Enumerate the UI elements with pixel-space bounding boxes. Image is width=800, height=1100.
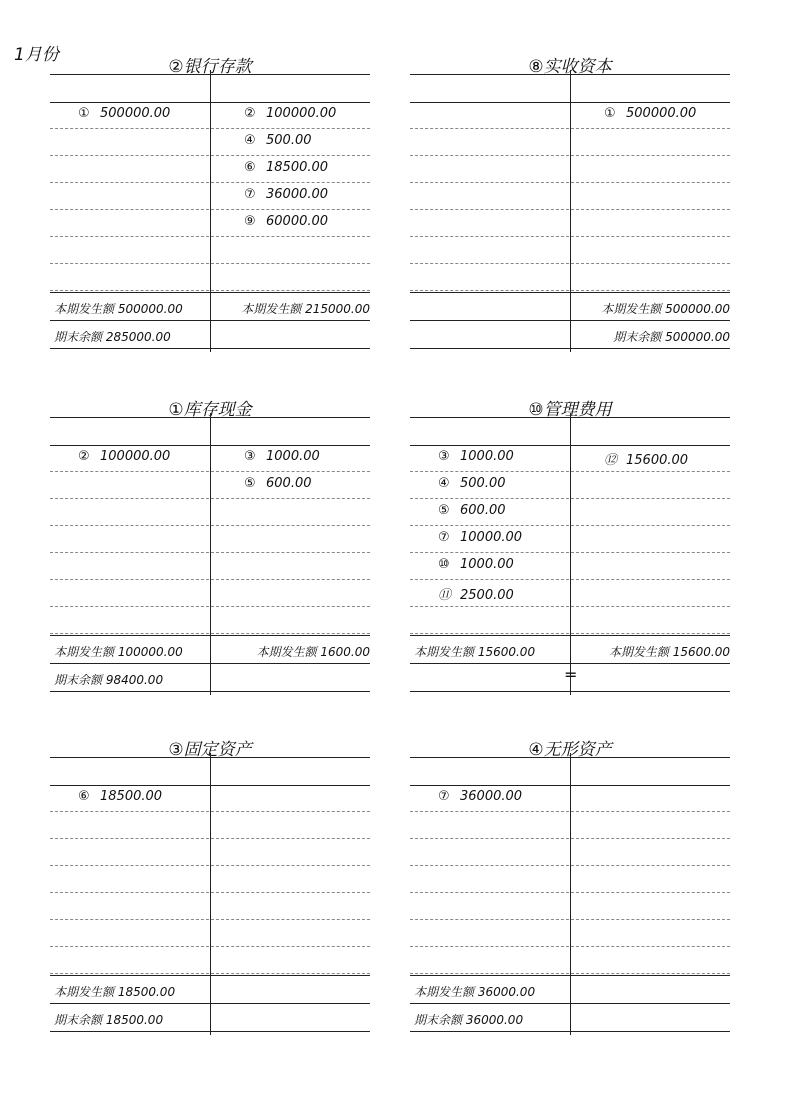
- credit-entry: [244, 476, 312, 491]
- ledger-account: [410, 723, 730, 1033]
- ledger-account: [50, 723, 370, 1033]
- entry-ref: ③: [244, 449, 256, 464]
- credit-total: 本期发生额 15600.00: [608, 645, 730, 659]
- debit-balance: 期末余额 36000.00: [414, 1013, 524, 1027]
- entry-ref: ⑦: [438, 789, 450, 804]
- credit-entry: [244, 214, 328, 229]
- entry-ref: ②: [244, 106, 256, 121]
- entry-amount: 1000.00: [266, 449, 320, 464]
- entry-ref: ⑨: [244, 214, 256, 229]
- month-label: 1月份: [14, 45, 59, 65]
- entry-amount: 600.00: [266, 476, 312, 491]
- entry-ref: ⑪: [438, 588, 452, 603]
- entry-ref: ⑤: [244, 476, 256, 491]
- entry-ref: ⑦: [244, 187, 256, 202]
- entry-amount: 10000.00: [460, 530, 523, 545]
- debit-entry: [78, 106, 170, 121]
- entry-amount: 500000.00: [100, 106, 171, 121]
- entry-amount: 100000.00: [266, 106, 337, 121]
- entry-ref: ⑦: [438, 530, 450, 545]
- entry-amount: 1000.00: [460, 557, 514, 572]
- credit-total: 本期发生额 1600.00: [256, 645, 370, 659]
- account-title: ⑧实收资本: [528, 57, 612, 77]
- t-account-divider: [570, 753, 571, 1035]
- entry-amount: 36000.00: [266, 187, 329, 202]
- credit-total: 本期发生额 215000.00: [241, 302, 370, 316]
- ledger-account: [50, 40, 370, 350]
- entry-ref: ⑩: [438, 557, 450, 572]
- entry-amount: 15600.00: [626, 453, 689, 468]
- equal-sign: =: [564, 665, 578, 684]
- account-title: ④无形资产: [528, 740, 612, 760]
- entry-amount: 18500.00: [266, 160, 329, 175]
- entry-amount: 500.00: [266, 133, 312, 148]
- debit-total: 本期发生额 18500.00: [54, 985, 176, 999]
- credit-entry: [244, 449, 320, 464]
- entry-amount: 1000.00: [460, 449, 514, 464]
- entry-ref: ④: [438, 476, 450, 491]
- ledger-account: [410, 383, 730, 693]
- ledger-account: [410, 40, 730, 350]
- entry-ref: ②: [78, 449, 90, 464]
- entry-ref: ①: [604, 106, 616, 121]
- debit-entry: [438, 557, 514, 572]
- debit-total: 本期发生额 500000.00: [54, 302, 183, 316]
- t-account-divider: [570, 413, 571, 695]
- entry-amount: 600.00: [460, 503, 506, 518]
- entry-ref: ⑤: [438, 503, 450, 518]
- entry-amount: 100000.00: [100, 449, 171, 464]
- credit-balance: 期末余额 500000.00: [613, 330, 730, 344]
- entry-amount: 500000.00: [626, 106, 697, 121]
- debit-entry: [78, 449, 170, 464]
- debit-balance: 期末余额 98400.00: [54, 673, 164, 687]
- debit-balance: 期末余额 285000.00: [54, 330, 171, 344]
- entry-amount: 500.00: [460, 476, 506, 491]
- credit-entry: [244, 106, 336, 121]
- entry-amount: 18500.00: [100, 789, 163, 804]
- account-title: ③固定资产: [168, 740, 252, 760]
- t-account-divider: [570, 70, 571, 352]
- credit-entry: [244, 160, 328, 175]
- debit-total: 本期发生额 100000.00: [54, 645, 183, 659]
- entry-ref: ⑥: [78, 789, 90, 804]
- debit-entry: [438, 476, 506, 491]
- debit-entry: [438, 789, 522, 804]
- debit-total: 本期发生额 36000.00: [414, 985, 536, 999]
- debit-entry: [438, 503, 506, 518]
- ledger-account: [50, 383, 370, 693]
- entry-amount: 2500.00: [460, 588, 514, 603]
- t-account-divider: [210, 753, 211, 1035]
- credit-entry: [244, 133, 312, 148]
- debit-entry: [438, 530, 522, 545]
- debit-entry: [78, 789, 162, 804]
- entry-ref: ⑥: [244, 160, 256, 175]
- debit-entry: [438, 449, 514, 464]
- entry-ref: ③: [438, 449, 450, 464]
- credit-entry: [604, 106, 696, 121]
- t-account-divider: [210, 70, 211, 352]
- debit-entry: [438, 584, 514, 603]
- credit-entry: [604, 449, 688, 468]
- entry-ref: ④: [244, 133, 256, 148]
- credit-total: 本期发生额 500000.00: [601, 302, 730, 316]
- entry-amount: 60000.00: [266, 214, 329, 229]
- entry-amount: 36000.00: [460, 789, 523, 804]
- account-title: ②银行存款: [168, 57, 252, 77]
- debit-balance: 期末余额 18500.00: [54, 1013, 164, 1027]
- credit-entry: [244, 187, 328, 202]
- account-title: ⑩管理费用: [528, 400, 612, 420]
- entry-ref: ⑫: [604, 453, 618, 468]
- entry-ref: ①: [78, 106, 90, 121]
- debit-total: 本期发生额 15600.00: [414, 645, 536, 659]
- account-title: ①库存现金: [168, 400, 252, 420]
- t-account-divider: [210, 413, 211, 695]
